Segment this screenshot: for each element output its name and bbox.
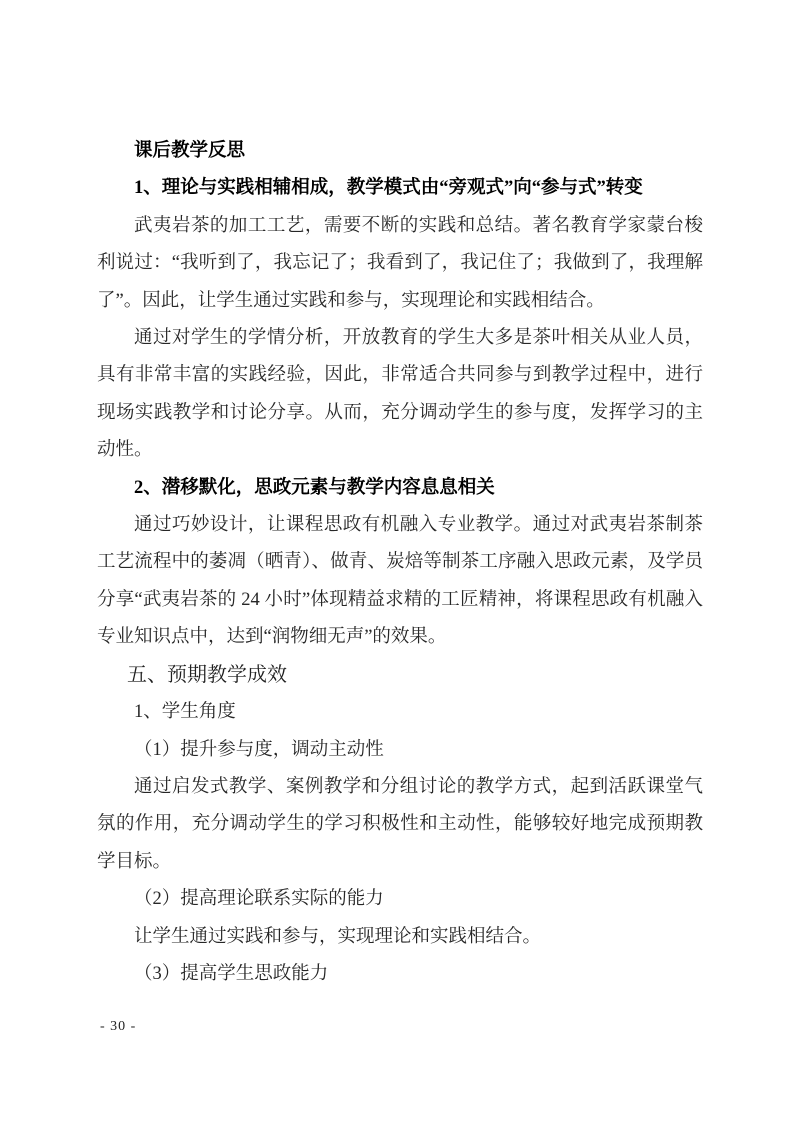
heading-point-2: 2、潜移默化，思政元素与教学内容息息相关 [134, 477, 495, 498]
heading-section-5-expected-outcomes: 五、预期教学成效 [127, 663, 287, 686]
document-body [97, 133, 703, 993]
paragraph-student-analysis: 通过对学生的学情分析，开放教育的学生大多是茶叶相关从业人员，具有非常丰富的实践经验，因此，非常适合共同参与到教学过程中，进行现场实践教学和讨论分享。从而，充分调动学生的参与度，发挥学习的主动性。 [97, 328, 703, 461]
item-student-perspective: 1、学生角度 [134, 702, 236, 723]
paragraph-ideology-integration: 通过巧妙设计，让课程思政有机融入专业教学。通过对武夷岩茶制茶工艺流程中的萎凋（晒青）、做青、炭焙等制茶工序融入思政元素，及学员分享“武夷岩茶的 24 小时”体现精益求精的工匠精神，将课程思政有机融入专业知识点中，达到“润物细无声”的效果。 [97, 515, 703, 648]
page-number: - 30 - [100, 1019, 137, 1034]
heading-after-class-reflection: 课后教学反思 [134, 141, 246, 161]
item-1-participation: （1）提升参与度，调动主动性 [134, 739, 384, 760]
item-2-theory-practice: （2）提高理论联系实际的能力 [134, 889, 384, 910]
paragraph-theory-practice: 让学生通过实践和参与，实现理论和实践相结合。 [134, 926, 542, 947]
paragraph-practice-summary: 武夷岩茶的加工工艺，需要不断的实践和总结。著名教育学家蒙台梭利说过：“我听到了，我忘记了；我看到了，我记住了；我做到了，我理解了”。因此，让学生通过实践和参与，实现理论和实践相结合。 [97, 215, 703, 311]
item-3-ideology-ability: （3）提高学生思政能力 [134, 963, 329, 984]
paragraph-teaching-methods: 通过启发式教学、案例教学和分组讨论的教学方式，起到活跃课堂气氛的作用，充分调动学生的学习积极性和主动性，能够较好地完成预期教学目标。 [97, 776, 703, 872]
heading-point-1: 1、理论与实践相辅相成，教学模式由“旁观式”向“参与式”转变 [134, 178, 643, 199]
